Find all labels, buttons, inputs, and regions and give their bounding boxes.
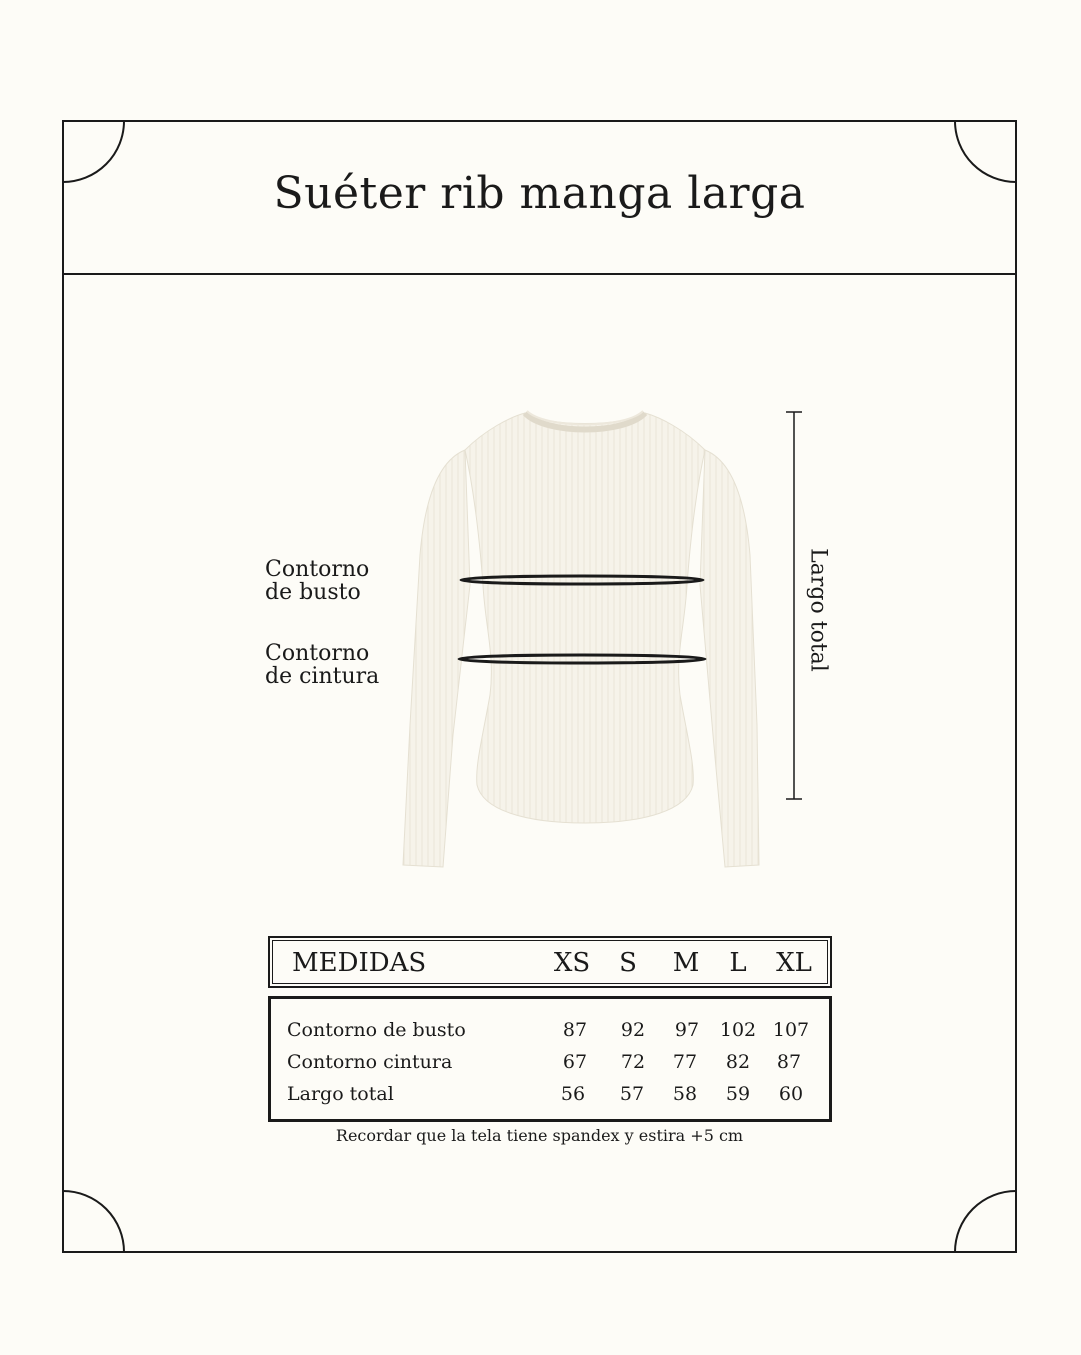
size-header: XL (776, 948, 812, 978)
bust-line (461, 576, 703, 584)
table-cell: 102 (719, 1019, 757, 1041)
title-divider (62, 273, 1017, 275)
table-cell: 60 (778, 1083, 804, 1105)
table-cell: 87 (562, 1019, 588, 1041)
size-header: L (729, 948, 747, 978)
medidas-header: MEDIDAS (292, 948, 427, 978)
table-cell: 87 (776, 1051, 802, 1073)
corner-arc-bottom-left (63, 1190, 125, 1252)
waist-label: Contorno de cintura (265, 641, 380, 689)
size-header: M (672, 948, 700, 978)
table-cell: 57 (619, 1083, 645, 1105)
table-cell: 97 (674, 1019, 700, 1041)
table-cell: 77 (672, 1051, 698, 1073)
table-cell: 92 (620, 1019, 646, 1041)
table-cell: 82 (725, 1051, 751, 1073)
length-label: Largo total (805, 548, 831, 672)
table-cell: 56 (560, 1083, 586, 1105)
row-label: Contorno de busto (287, 1019, 466, 1041)
length-measure (784, 410, 804, 802)
table-header (268, 936, 832, 988)
table-cell: 58 (672, 1083, 698, 1105)
table-cell: 107 (772, 1019, 810, 1041)
stretch-note: Recordar que la tela tiene spandex y estira +5 cm (335, 1126, 744, 1145)
row-label: Largo total (287, 1083, 394, 1105)
measurement-lines (455, 570, 715, 670)
table-cell: 72 (620, 1051, 646, 1073)
size-header: S (619, 948, 637, 978)
table-body (268, 996, 832, 1122)
waist-line (459, 655, 705, 663)
bust-label: Contorno de busto (265, 557, 370, 605)
corner-arc-bottom-right (954, 1190, 1016, 1252)
table-cell: 67 (562, 1051, 588, 1073)
page-title: Suéter rib manga larga (273, 168, 806, 219)
table-cell: 59 (725, 1083, 751, 1105)
row-label: Contorno cintura (287, 1051, 453, 1073)
size-header: XS (553, 948, 591, 978)
